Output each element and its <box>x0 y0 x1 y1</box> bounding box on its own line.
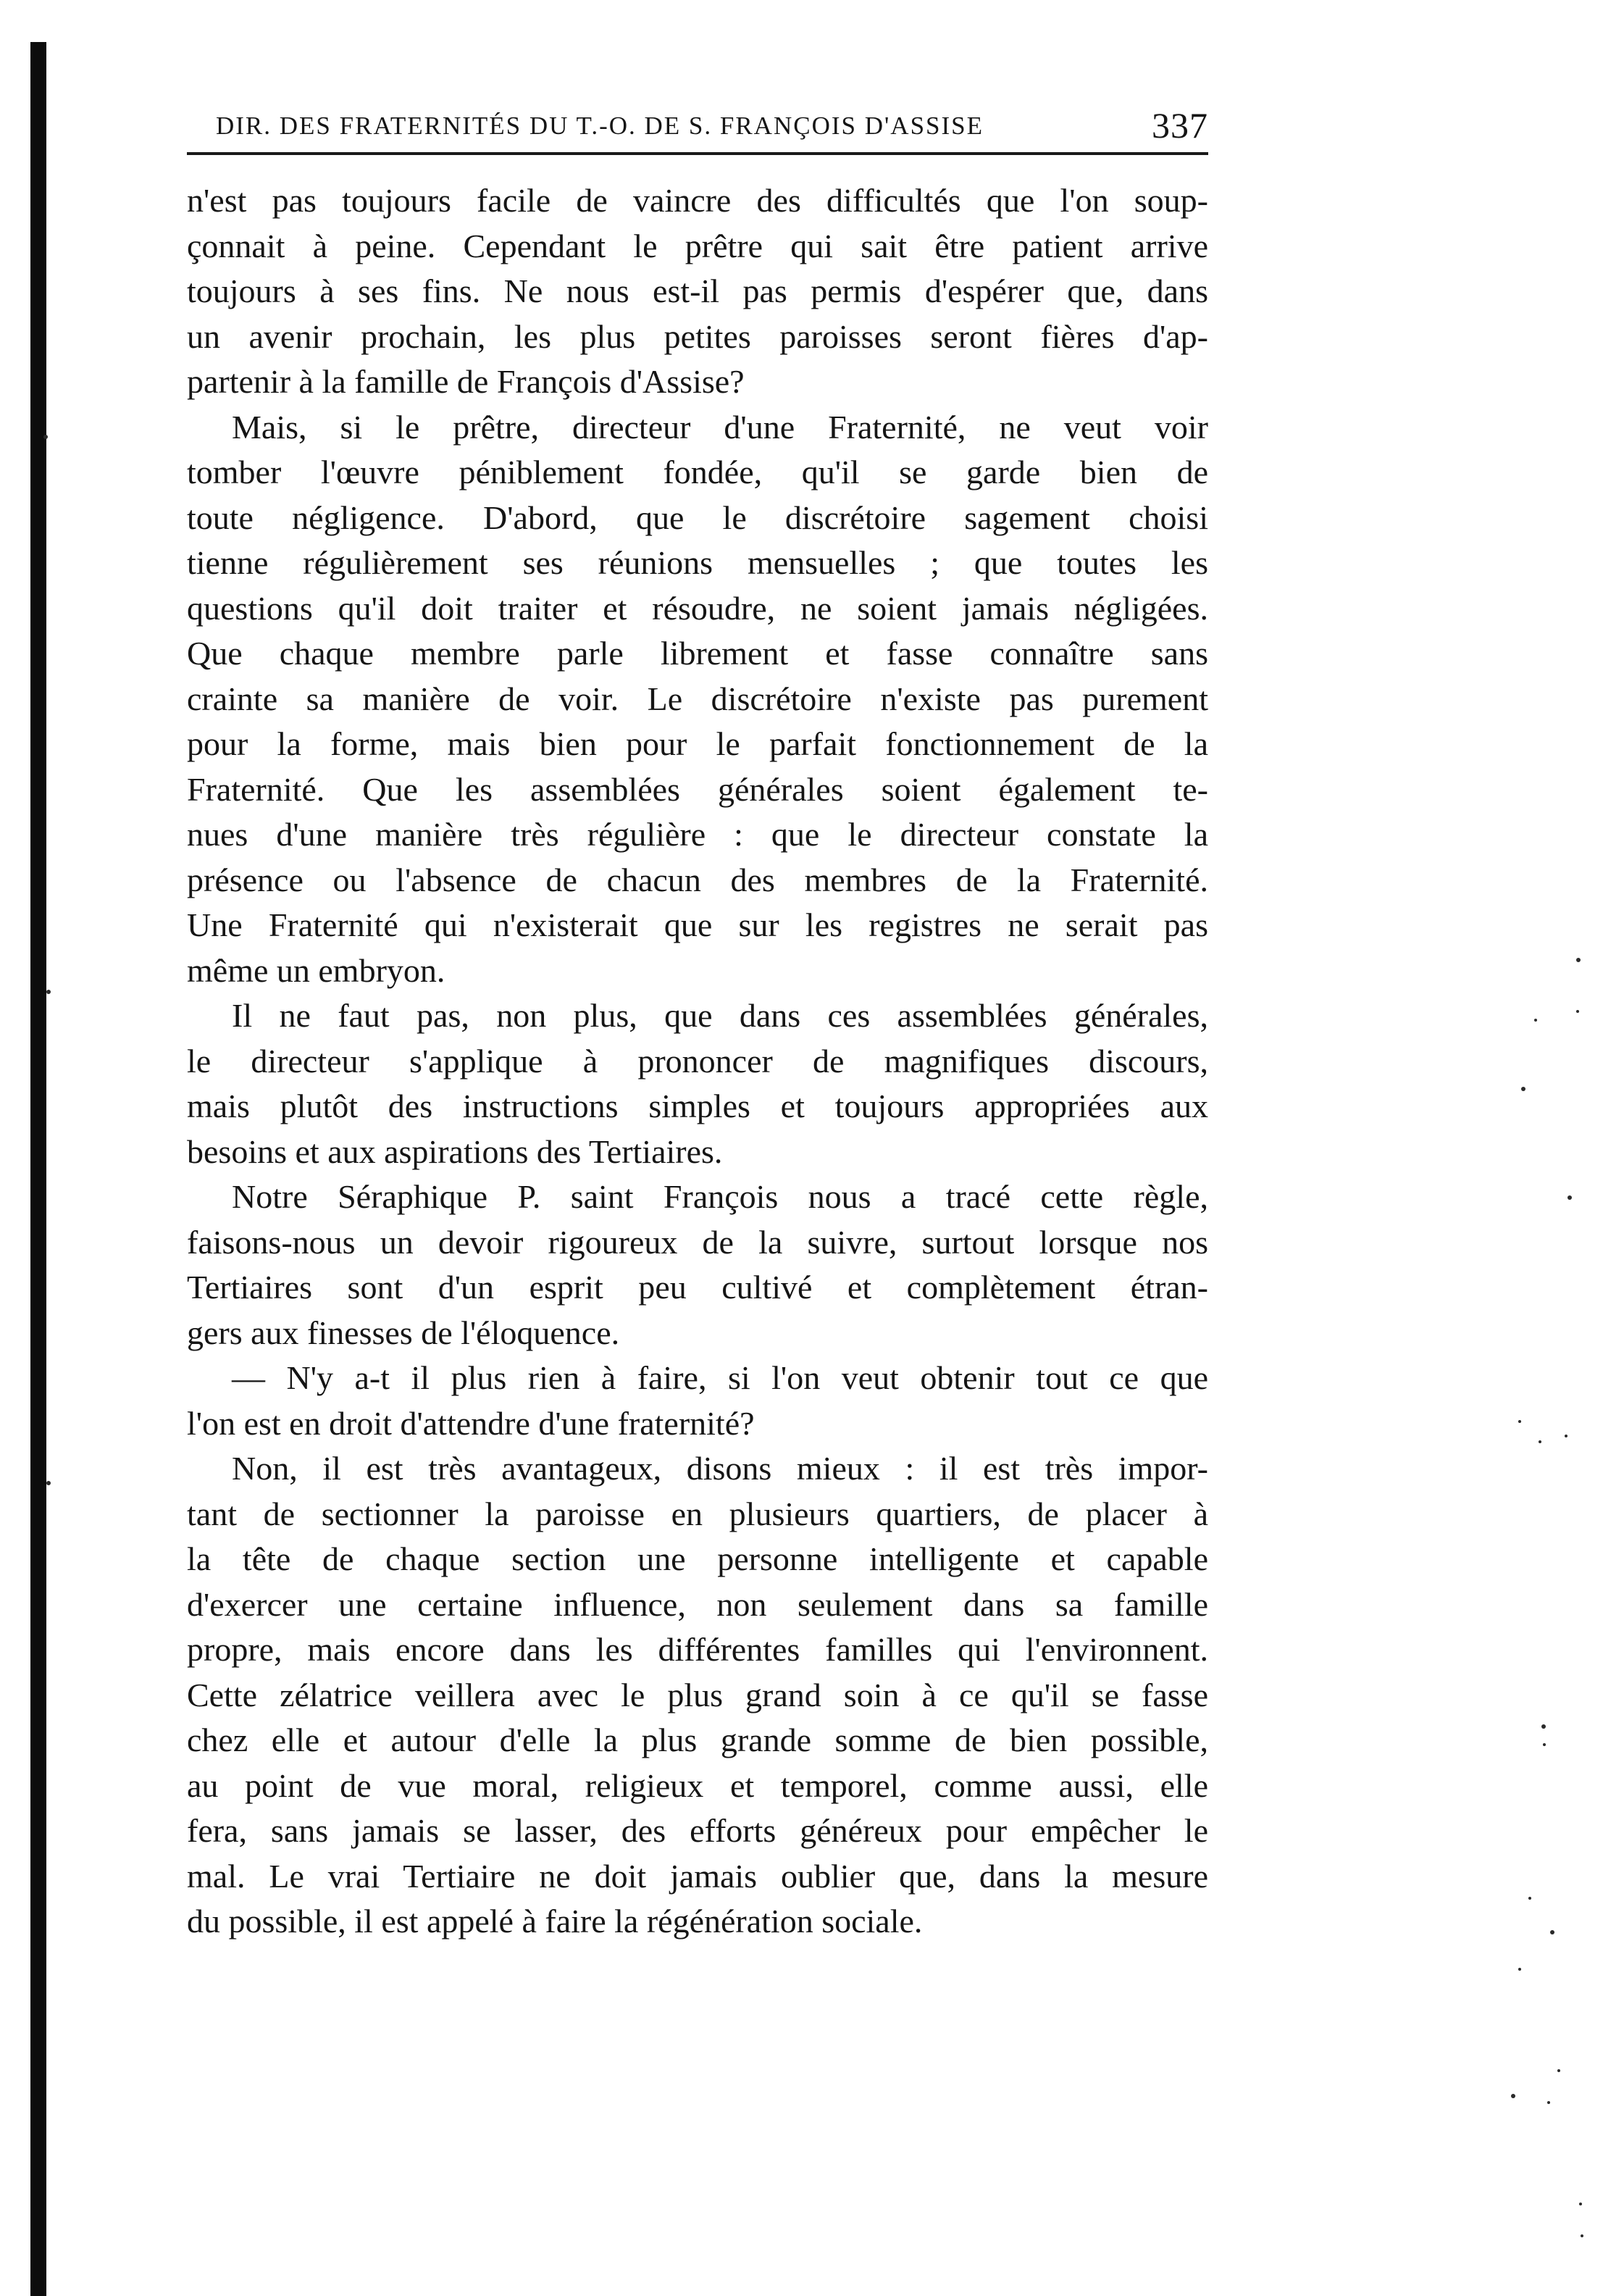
paragraph <box>187 993 1208 1174</box>
text-line: — N'y a-t il plus rien à faire, si l'on veut obtenir tout ce que <box>232 1359 1208 1396</box>
header-rule <box>187 152 1208 155</box>
running-title: DIR. DES FRATERNITÉS DU T.-O. DE S. FRANÇOIS D'ASSISE <box>216 112 984 140</box>
scan-speck <box>1557 2069 1560 2072</box>
text-line: tomber l'œuvre péniblement fondée, qu'il se garde bien de <box>187 454 1208 490</box>
paragraph <box>187 1174 1208 1356</box>
paragraph <box>187 1356 1208 1446</box>
text-line: présence ou l'absence de chacun des membres de la Fraternité. <box>187 861 1208 898</box>
text-line: mal. Le vrai Tertiaire ne doit jamais oublier que, dans la mesure <box>187 1857 1208 1895</box>
text-line: Que chaque membre parle librement et fasse connaître sans <box>187 635 1208 672</box>
scan-speck <box>1579 2203 1582 2205</box>
scan-speck <box>1581 2234 1583 2237</box>
text-line: Il ne faut pas, non plus, que dans ces assemblées générales, <box>232 997 1208 1034</box>
page-binding-edge <box>30 42 46 2296</box>
scan-speck <box>1521 1087 1525 1091</box>
text-line: Non, il est très avantageux, disons mieux : il est très impor- <box>232 1450 1208 1487</box>
text-line: le directeur s'applique à prononcer de magnifiques discours, <box>187 1042 1208 1080</box>
text-line: la tête de chaque section une personne intelligente et capable <box>187 1540 1208 1577</box>
text-line: partenir à la famille de François d'Assise? <box>187 363 745 400</box>
scan-speck <box>46 1481 51 1485</box>
text-line: Mais, si le prêtre, directeur d'une Fraternité, ne veut voir <box>232 408 1208 446</box>
scan-speck <box>1528 1897 1531 1900</box>
text-line: besoins et aux aspirations des Tertiaires. <box>187 1132 723 1170</box>
scan-speck <box>1576 958 1581 962</box>
scan-speck <box>1550 1930 1554 1934</box>
scan-speck <box>1534 1019 1537 1022</box>
scan-speck <box>1565 1435 1568 1437</box>
text-line: un avenir prochain, les plus petites paroisses seront fières d'ap- <box>187 317 1208 355</box>
paragraph <box>187 178 1208 405</box>
scan-speck <box>46 990 51 994</box>
text-line: nues d'une manière très régulière : que le directeur constate la <box>187 816 1208 853</box>
paragraph <box>187 405 1208 994</box>
text-line: n'est pas toujours facile de vaincre des difficultés que l'on soup- <box>187 182 1208 219</box>
text-line: Tertiaires sont d'un esprit peu cultivé et complètement étran- <box>187 1269 1208 1306</box>
text-line: çonnait à peine. Cependant le prêtre qui sait être patient arrive <box>187 227 1208 264</box>
text-line: crainte sa manière de voir. Le discrétoire n'existe pas purement <box>187 680 1208 717</box>
running-head <box>187 101 1215 159</box>
text-line: du possible, il est appelé à faire la régénération sociale. <box>187 1903 923 1940</box>
text-line: pour la forme, mais bien pour le parfait fonctionnement de la <box>187 725 1208 762</box>
text-line: au point de vue moral, religieux et temporel, comme aussi, elle <box>187 1766 1208 1804</box>
text-line: chez elle et autour d'elle la plus grande somme de bien possible, <box>187 1721 1208 1758</box>
text-line: Cette zélatrice veillera avec le plus grand soin à ce qu'il se fasse <box>187 1676 1208 1713</box>
text-line: faisons-nous un devoir rigoureux de la suivre, surtout lorsque nos <box>187 1223 1208 1261</box>
page-number: 337 <box>1152 105 1208 146</box>
scan-speck <box>1576 1010 1579 1013</box>
text-line: l'on est en droit d'attendre d'une fraternité? <box>187 1404 755 1442</box>
text-line: tant de sectionner la paroisse en plusieurs quartiers, de placer à <box>187 1495 1208 1532</box>
scan-speck <box>1539 1440 1541 1443</box>
scan-speck <box>1547 2101 1550 2104</box>
text-line: tienne régulièrement ses réunions mensuelles ; que toutes les <box>187 544 1208 581</box>
text-line: gers aux finesses de l'éloquence. <box>187 1314 620 1351</box>
text-line: toujours à ses fins. Ne nous est-il pas permis d'espérer que, dans <box>187 272 1208 309</box>
text-line: mais plutôt des instructions simples et toujours appropriées aux <box>187 1088 1208 1124</box>
text-body <box>187 178 1208 1945</box>
scan-speck <box>1518 1968 1521 1971</box>
text-line: toute négligence. D'abord, que le discrétoire sagement choisi <box>187 498 1208 536</box>
scan-speck <box>1518 1420 1521 1423</box>
text-line: fera, sans jamais se lasser, des efforts généreux pour empêcher le <box>187 1812 1208 1849</box>
text-line: même un embryon. <box>187 951 445 989</box>
scan-speck <box>1568 1195 1572 1200</box>
text-line: d'exercer une certaine influence, non seulement dans sa famille <box>187 1585 1208 1623</box>
paragraph <box>187 1446 1208 1945</box>
text-line: Notre Séraphique P. saint François nous a tracé cette règle, <box>232 1178 1208 1215</box>
scan-speck <box>43 435 48 439</box>
book-page <box>187 101 1215 1945</box>
text-line: propre, mais encore dans les différentes familles qui l'environnent. <box>187 1631 1208 1668</box>
scan-speck <box>1543 1743 1546 1746</box>
text-line: Une Fraternité qui n'existerait que sur les registres ne serait pas <box>187 906 1208 943</box>
scan-speck <box>1511 2094 1515 2098</box>
scan-speck <box>1541 1724 1546 1729</box>
text-line: Fraternité. Que les assemblées générales soient également te- <box>187 770 1208 808</box>
text-line: questions qu'il doit traiter et résoudre, ne soient jamais négligées. <box>187 589 1208 627</box>
